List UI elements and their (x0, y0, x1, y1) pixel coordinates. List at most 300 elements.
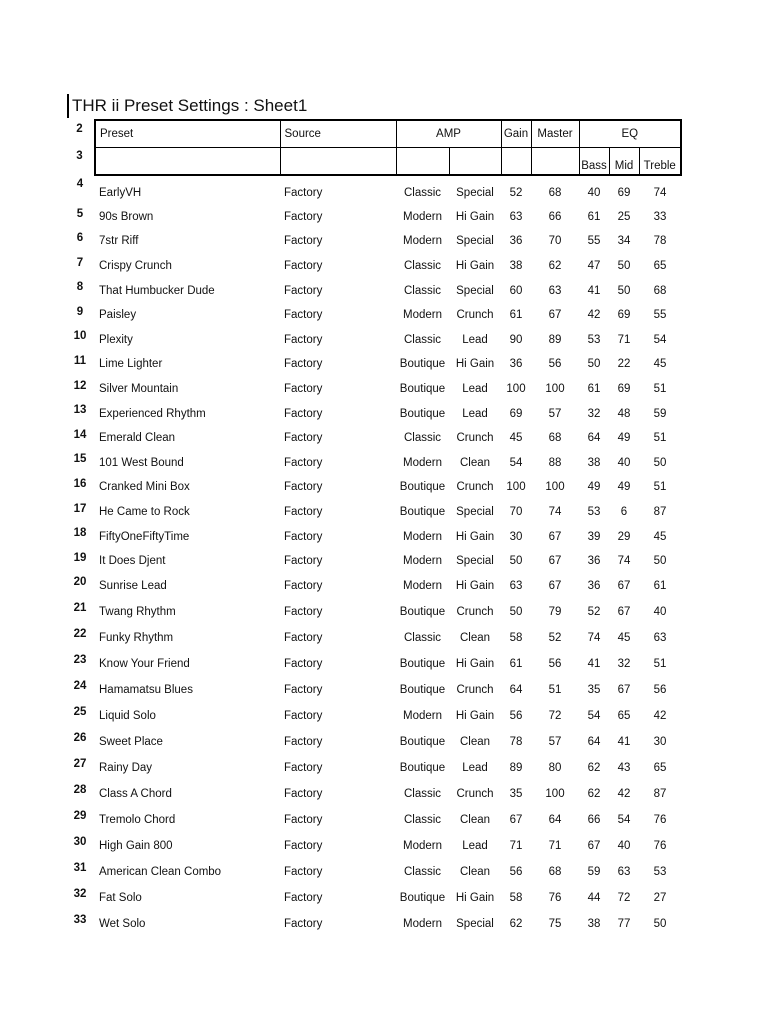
bass-cell: 66 (587, 814, 601, 827)
master-cell: 71 (548, 840, 562, 853)
amp-mode-cell: Special (456, 555, 494, 568)
bass-cell: 53 (587, 505, 601, 518)
empty-cell (501, 147, 531, 175)
gain-cell: 90 (509, 333, 523, 346)
row-number: 7 (76, 256, 84, 269)
amp-mode-cell: Clean (459, 814, 491, 827)
treble-cell: 40 (653, 606, 667, 619)
preset-cell: EarlyVH (99, 187, 142, 199)
header-treble: Treble (639, 147, 681, 175)
row-number: 13 (73, 404, 87, 417)
header-mid: Mid (609, 147, 639, 175)
amp-mode-cell: Hi Gain (455, 580, 495, 593)
amp-type-cell: Boutique (399, 658, 446, 671)
master-cell: 72 (548, 710, 562, 723)
master-cell: 67 (548, 309, 562, 322)
bass-cell: 49 (587, 481, 601, 494)
bass-cell: 38 (587, 918, 601, 931)
gain-cell: 35 (509, 788, 523, 801)
amp-type-cell: Modern (403, 210, 442, 223)
amp-mode-cell: Hi Gain (455, 710, 495, 723)
treble-cell: 50 (653, 456, 667, 469)
row-number: 23 (73, 654, 87, 667)
amp-type-cell: Modern (403, 580, 442, 593)
table-row (65, 175, 681, 205)
row-number: 22 (73, 628, 87, 641)
amp-mode-cell: Special (456, 284, 494, 297)
gain-cell: 54 (509, 456, 523, 469)
mid-cell: 48 (617, 407, 631, 420)
treble-cell: 51 (653, 481, 667, 494)
amp-mode-cell: Hi Gain (455, 658, 495, 671)
gain-cell: 62 (509, 918, 523, 931)
amp-type-cell: Boutique (399, 407, 446, 420)
gain-cell: 70 (509, 505, 523, 518)
source-cell: Factory (284, 762, 323, 775)
table-row (65, 859, 681, 885)
mid-cell: 49 (617, 481, 631, 494)
source-cell: Factory (284, 580, 323, 593)
source-cell: Factory (284, 481, 323, 494)
treble-cell: 30 (653, 736, 667, 749)
mid-cell: 50 (617, 284, 631, 297)
preset-cell: Liquid Solo (99, 710, 156, 723)
amp-type-cell: Boutique (399, 358, 446, 371)
mid-cell: 50 (617, 259, 631, 272)
bass-cell: 41 (587, 284, 601, 297)
treble-cell: 51 (653, 432, 667, 445)
bass-cell: 54 (587, 710, 601, 723)
preset-cell: Tremolo Chord (99, 814, 176, 827)
mid-cell: 40 (617, 840, 631, 853)
preset-cell: Emerald Clean (99, 432, 176, 445)
gain-cell: 61 (509, 309, 523, 322)
preset-cell: He Came to Rock (99, 505, 190, 518)
amp-type-cell: Modern (403, 918, 442, 931)
treble-cell: 59 (653, 407, 667, 420)
empty-cell (95, 147, 280, 175)
bass-cell: 62 (587, 788, 601, 801)
source-cell: Factory (284, 259, 323, 272)
row-number: 20 (73, 576, 87, 589)
amp-type-cell: Classic (403, 866, 442, 879)
gain-cell: 63 (509, 210, 523, 223)
row-number: 15 (73, 453, 87, 466)
subheader-row (65, 147, 681, 175)
mid-cell: 43 (617, 762, 631, 775)
amp-mode-cell: Clean (459, 632, 491, 645)
table-row (65, 229, 681, 254)
amp-type-cell: Classic (403, 632, 442, 645)
amp-mode-cell: Special (456, 187, 494, 199)
table-row (65, 377, 681, 402)
master-cell: 75 (548, 918, 562, 931)
row-number: 2 (76, 123, 83, 135)
bass-cell: 67 (587, 840, 601, 853)
gain-cell: 64 (509, 684, 523, 697)
amp-mode-cell: Crunch (456, 309, 494, 322)
amp-mode-cell: Crunch (456, 481, 494, 494)
source-cell: Factory (284, 606, 323, 619)
amp-type-cell: Classic (403, 187, 442, 199)
table-row (65, 625, 681, 651)
source-cell: Factory (284, 333, 323, 346)
header-gain: Gain (501, 120, 531, 147)
master-cell: 74 (548, 505, 562, 518)
preset-cell: 101 West Bound (99, 456, 184, 469)
source-cell: Factory (284, 358, 323, 371)
empty-cell (280, 147, 396, 175)
header-source: Source (280, 120, 396, 147)
table-row (65, 254, 681, 279)
row-number: 32 (73, 888, 87, 901)
source-cell: Factory (284, 736, 323, 749)
preset-cell: Paisley (99, 309, 137, 322)
mid-cell: 45 (617, 632, 631, 645)
master-cell: 80 (548, 762, 562, 775)
source-cell: Factory (284, 710, 323, 723)
source-cell: Factory (284, 235, 323, 248)
bass-cell: 52 (587, 606, 601, 619)
source-cell: Factory (284, 892, 323, 905)
bass-cell: 36 (587, 555, 601, 568)
table-row (65, 205, 681, 230)
row-number: 33 (73, 914, 87, 927)
amp-mode-cell: Crunch (456, 684, 494, 697)
source-cell: Factory (284, 840, 323, 853)
amp-mode-cell: Special (456, 918, 494, 931)
master-cell: 56 (548, 358, 562, 371)
row-number: 21 (73, 602, 87, 615)
gain-cell: 56 (509, 866, 523, 879)
treble-cell: 65 (653, 762, 667, 775)
gain-cell: 56 (509, 710, 523, 723)
row-number: 5 (76, 207, 84, 220)
amp-type-cell: Modern (403, 555, 442, 568)
gain-cell: 36 (509, 358, 523, 371)
table-row (65, 755, 681, 781)
bass-cell: 47 (587, 259, 601, 272)
master-cell: 56 (548, 658, 562, 671)
treble-cell: 76 (653, 814, 667, 827)
row-number: 6 (76, 232, 84, 245)
source-cell: Factory (284, 210, 323, 223)
amp-mode-cell: Lead (462, 407, 488, 420)
preset-cell: Silver Mountain (99, 382, 179, 395)
row-number: 9 (76, 305, 84, 318)
table-row (65, 475, 681, 500)
amp-mode-cell: Hi Gain (455, 530, 495, 543)
bass-cell: 36 (587, 580, 601, 593)
gain-cell: 100 (506, 481, 526, 494)
amp-mode-cell: Crunch (456, 432, 494, 445)
treble-cell: 87 (653, 505, 667, 518)
amp-type-cell: Boutique (399, 762, 446, 775)
table-row (65, 278, 681, 303)
treble-cell: 68 (653, 284, 667, 297)
preset-table (65, 119, 682, 937)
master-cell: 67 (548, 580, 562, 593)
amp-mode-cell: Lead (462, 333, 488, 346)
source-cell: Factory (284, 632, 323, 645)
preset-cell: Sweet Place (99, 736, 163, 749)
gain-cell: 38 (509, 259, 523, 272)
mid-cell: 69 (617, 187, 631, 199)
source-cell: Factory (284, 788, 323, 801)
master-cell: 67 (548, 530, 562, 543)
preset-cell: That Humbucker Dude (99, 284, 215, 297)
gain-cell: 67 (509, 814, 523, 827)
amp-type-cell: Classic (403, 333, 442, 346)
mid-cell: 69 (617, 309, 631, 322)
bass-cell: 64 (587, 736, 601, 749)
table-row (65, 703, 681, 729)
gain-cell: 30 (509, 530, 523, 543)
row-number: 8 (76, 281, 84, 294)
table-row (65, 729, 681, 755)
table-row (65, 524, 681, 549)
bass-cell: 61 (587, 382, 601, 395)
amp-mode-cell: Hi Gain (455, 892, 495, 905)
table-row (65, 651, 681, 677)
amp-mode-cell: Hi Gain (455, 210, 495, 223)
master-cell: 79 (548, 606, 562, 619)
bass-cell: 50 (587, 358, 601, 371)
table-row (65, 677, 681, 703)
header-row (65, 120, 681, 147)
gain-cell: 50 (509, 606, 523, 619)
table-row (65, 833, 681, 859)
amp-mode-cell: Crunch (456, 788, 494, 801)
table-row (65, 885, 681, 911)
source-cell: Factory (284, 555, 323, 568)
treble-cell: 55 (653, 309, 667, 322)
mid-cell: 69 (617, 382, 631, 395)
preset-cell: Fat Solo (99, 892, 142, 905)
master-cell: 63 (548, 284, 562, 297)
master-cell: 51 (548, 684, 562, 697)
source-cell: Factory (284, 187, 323, 199)
table-row (65, 781, 681, 807)
row-number: 29 (73, 810, 87, 823)
gain-cell: 89 (509, 762, 523, 775)
treble-cell: 50 (653, 918, 667, 931)
source-cell: Factory (284, 684, 323, 697)
row-number: 17 (73, 502, 87, 515)
empty-cell (396, 147, 449, 175)
bass-cell: 40 (587, 187, 601, 199)
mid-cell: 67 (617, 684, 631, 697)
master-cell: 66 (548, 210, 562, 223)
mid-cell: 29 (617, 530, 631, 543)
amp-mode-cell: Lead (462, 840, 488, 853)
source-cell: Factory (284, 814, 323, 827)
master-cell: 67 (548, 555, 562, 568)
master-cell: 57 (548, 407, 562, 420)
row-number: 4 (76, 177, 84, 190)
amp-type-cell: Classic (403, 259, 442, 272)
amp-type-cell: Modern (403, 710, 442, 723)
header-master: Master (531, 120, 579, 147)
amp-type-cell: Classic (403, 284, 442, 297)
row-number: 30 (73, 836, 87, 849)
mid-cell: 32 (617, 658, 631, 671)
table-row (65, 450, 681, 475)
row-number: 11 (73, 355, 87, 368)
row-number: 14 (73, 428, 87, 441)
treble-cell: 27 (653, 892, 667, 905)
mid-cell: 65 (617, 710, 631, 723)
master-cell: 64 (548, 814, 562, 827)
source-cell: Factory (284, 505, 323, 518)
preset-cell: Sunrise Lead (99, 580, 167, 593)
bass-cell: 53 (587, 333, 601, 346)
source-cell: Factory (284, 284, 323, 297)
amp-type-cell: Boutique (399, 382, 446, 395)
row-number: 27 (73, 758, 87, 771)
amp-type-cell: Classic (403, 788, 442, 801)
mid-cell: 42 (617, 788, 631, 801)
amp-type-cell: Modern (403, 840, 442, 853)
row-number: 31 (73, 862, 87, 875)
treble-cell: 51 (653, 382, 667, 395)
preset-cell: Experienced Rhythm (99, 407, 206, 420)
table-row (65, 426, 681, 451)
amp-mode-cell: Hi Gain (455, 259, 495, 272)
gain-cell: 69 (509, 407, 523, 420)
amp-type-cell: Boutique (399, 606, 446, 619)
master-cell: 57 (548, 736, 562, 749)
amp-type-cell: Classic (403, 814, 442, 827)
amp-type-cell: Modern (403, 456, 442, 469)
row-number: 3 (76, 150, 83, 162)
header-eq: EQ (579, 120, 681, 147)
mid-cell: 67 (617, 580, 631, 593)
bass-cell: 39 (587, 530, 601, 543)
gain-cell: 58 (509, 632, 523, 645)
amp-type-cell: Classic (403, 432, 442, 445)
treble-cell: 74 (653, 187, 667, 199)
amp-type-cell: Boutique (399, 736, 446, 749)
amp-type-cell: Modern (403, 235, 442, 248)
row-number: 16 (73, 478, 87, 491)
master-cell: 100 (545, 382, 565, 395)
preset-cell: Know Your Friend (99, 658, 190, 671)
source-cell: Factory (284, 309, 323, 322)
master-cell: 100 (545, 788, 565, 801)
mid-cell: 67 (617, 606, 631, 619)
source-cell: Factory (284, 658, 323, 671)
amp-mode-cell: Special (456, 235, 494, 248)
mid-cell: 63 (617, 866, 631, 879)
preset-cell: Twang Rhythm (99, 606, 176, 619)
bass-cell: 32 (587, 407, 601, 420)
master-cell: 70 (548, 235, 562, 248)
gain-cell: 60 (509, 284, 523, 297)
empty-cell (449, 147, 501, 175)
header-preset: Preset (95, 120, 280, 147)
table-row (65, 911, 681, 937)
gain-cell: 71 (509, 840, 523, 853)
preset-cell: 7str Riff (99, 235, 139, 248)
source-cell: Factory (284, 918, 323, 931)
row-number: 24 (73, 680, 87, 693)
treble-cell: 61 (653, 580, 667, 593)
source-cell: Factory (284, 530, 323, 543)
bass-cell: 42 (587, 309, 601, 322)
bass-cell: 64 (587, 432, 601, 445)
treble-cell: 51 (653, 658, 667, 671)
row-number: 19 (73, 551, 87, 564)
table-row (65, 573, 681, 599)
treble-cell: 63 (653, 632, 667, 645)
master-cell: 62 (548, 259, 562, 272)
table-row (65, 599, 681, 625)
source-cell: Factory (284, 407, 323, 420)
mid-cell: 41 (617, 736, 631, 749)
preset-cell: Hamamatsu Blues (99, 684, 193, 697)
gain-cell: 63 (509, 580, 523, 593)
treble-cell: 53 (653, 866, 667, 879)
table-row (65, 352, 681, 377)
source-cell: Factory (284, 456, 323, 469)
gain-cell: 45 (509, 432, 523, 445)
preset-cell: American Clean Combo (99, 866, 222, 879)
master-cell: 89 (548, 333, 562, 346)
amp-mode-cell: Clean (459, 866, 491, 879)
mid-cell: 25 (617, 210, 631, 223)
amp-mode-cell: Clean (459, 456, 491, 469)
preset-cell: It Does Djent (99, 555, 166, 568)
amp-mode-cell: Lead (462, 382, 488, 395)
preset-cell: Plexity (99, 333, 133, 346)
bass-cell: 61 (587, 210, 601, 223)
gain-cell: 52 (509, 187, 523, 199)
table-row (65, 303, 681, 328)
master-cell: 88 (548, 456, 562, 469)
mid-cell: 49 (617, 432, 631, 445)
preset-cell: Crispy Crunch (99, 259, 172, 272)
amp-type-cell: Boutique (399, 684, 446, 697)
mid-cell: 71 (617, 333, 631, 346)
header-bass: Bass (579, 147, 609, 175)
preset-cell: Rainy Day (99, 762, 153, 775)
treble-cell: 76 (653, 840, 667, 853)
gain-cell: 61 (509, 658, 523, 671)
table-row (65, 401, 681, 426)
bass-cell: 41 (587, 658, 601, 671)
row-number: 26 (73, 732, 87, 745)
gain-cell: 78 (509, 736, 523, 749)
amp-mode-cell: Clean (459, 736, 491, 749)
mid-cell: 77 (617, 918, 631, 931)
treble-cell: 65 (653, 259, 667, 272)
amp-type-cell: Modern (403, 530, 442, 543)
empty-cell (531, 147, 579, 175)
mid-cell: 22 (617, 358, 631, 371)
bass-cell: 38 (587, 456, 601, 469)
treble-cell: 33 (653, 210, 667, 223)
source-cell: Factory (284, 432, 323, 445)
master-cell: 52 (548, 632, 562, 645)
preset-cell: High Gain 800 (99, 840, 173, 853)
mid-cell: 6 (620, 505, 628, 518)
preset-cell: Funky Rhythm (99, 632, 174, 645)
master-cell: 100 (545, 481, 565, 494)
table-row (65, 549, 681, 574)
sheet-title: THR ii Preset Settings : Sheet1 (67, 94, 307, 118)
treble-cell: 42 (653, 710, 667, 723)
